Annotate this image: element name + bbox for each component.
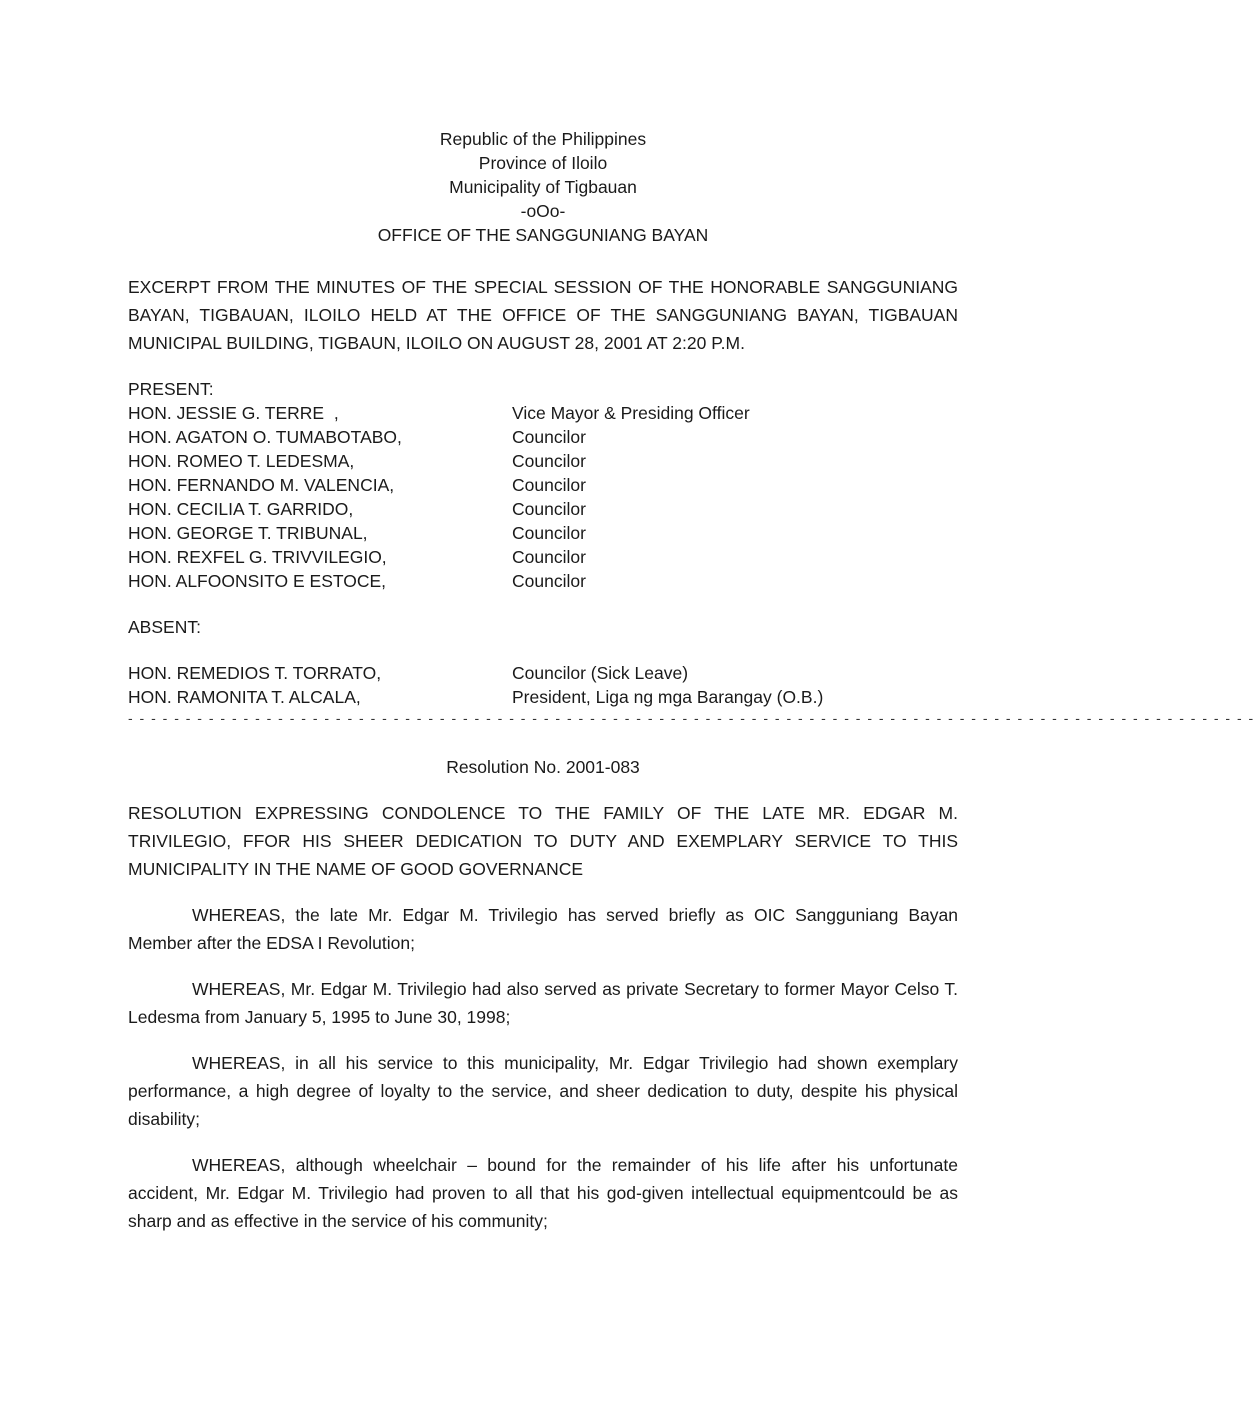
present-row xyxy=(128,497,958,521)
present-row xyxy=(128,401,958,425)
member-name: HON. GEORGE T. TRIBUNAL, xyxy=(128,523,368,543)
resolution-title: RESOLUTION EXPRESSING CONDOLENCE TO THE FAMILY OF THE LATE MR. EDGAR M. TRIVILEGIO, FFOR HIS SHEER DEDICATION TO DUTY AND EXEMPLARY SERVICE TO THIS MUNICIPALITY IN THE NAME OF GOOD GOVERNANCE xyxy=(128,803,958,879)
present-row xyxy=(128,545,958,569)
header-municipality: Municipality of Tigbauan xyxy=(449,177,637,197)
header-ornament: -oOo- xyxy=(520,201,566,221)
present-row xyxy=(128,569,958,593)
present-row xyxy=(128,473,958,497)
member-role: President, Liga ng mga Barangay (O.B.) xyxy=(512,687,824,707)
member-role: Councilor xyxy=(512,499,586,519)
document-header xyxy=(128,127,958,247)
present-label: PRESENT: xyxy=(128,379,214,399)
member-role: Councilor xyxy=(512,547,586,567)
member-role: Councilor (Sick Leave) xyxy=(512,663,689,683)
member-name: HON. JESSIE G. TERRE , xyxy=(128,403,339,423)
whereas-paragraph: WHEREAS, in all his service to this municipality, Mr. Edgar Trivilegio had shown exemplary performance, a high degree of loyalty to the service, and sheer dedication to duty, despite his physical disability; xyxy=(128,1053,958,1129)
member-name: HON. ROMEO T. LEDESMA, xyxy=(128,451,355,471)
member-name: HON. REXFEL G. TRIVVILEGIO, xyxy=(128,547,387,567)
member-role: Councilor xyxy=(512,427,586,447)
member-role: Councilor xyxy=(512,523,586,543)
member-role: Vice Mayor & Presiding Officer xyxy=(512,403,750,423)
header-office: OFFICE OF THE SANGGUNIANG BAYAN xyxy=(377,225,709,245)
header-republic: Republic of the Philippines xyxy=(439,129,647,149)
present-row xyxy=(128,425,958,449)
member-role: Councilor xyxy=(512,475,586,495)
resolution-number: Resolution No. 2001-083 xyxy=(446,757,640,777)
document-page xyxy=(128,127,1255,1235)
member-role: Councilor xyxy=(512,451,586,471)
whereas-paragraph: WHEREAS, Mr. Edgar M. Trivilegio had also served as private Secretary to former Mayor Celso T. Ledesma from January 5, 1995 to June 30, 1998; xyxy=(128,979,958,1027)
whereas-paragraph: WHEREAS, although wheelchair – bound for the remainder of his life after his unfortunate accident, Mr. Edgar M. Trivilegio had proven to all that his god-given intellectual equipmentcould be as sharp and as effective in the service of his community; xyxy=(128,1155,958,1231)
absent-row xyxy=(128,685,958,709)
member-name: HON. CECILIA T. GARRIDO, xyxy=(128,499,354,519)
separator-line: - - - - - - - - - - - - - - - - - - - - - - - - - - - - - - - - - - - - - - - - - - - - - - - - - - - - - - - - - - - - - - - - - - - - - - - - - - - - - - - - - - - - - - - - - - - - - - - - - - xyxy=(128,710,1255,726)
present-row xyxy=(128,521,958,545)
member-name: HON. RAMONITA T. ALCALA, xyxy=(128,687,361,707)
present-list xyxy=(128,401,958,593)
absent-list xyxy=(128,661,958,709)
absent-label: ABSENT: xyxy=(128,617,201,637)
present-row xyxy=(128,449,958,473)
member-name: HON. REMEDIOS T. TORRATO, xyxy=(128,663,382,683)
minutes-excerpt: EXCERPT FROM THE MINUTES OF THE SPECIAL SESSION OF THE HONORABLE SANGGUNIANG BAYAN, TIGBAUAN, ILOILO HELD AT THE OFFICE OF THE SANGGUNIANG BAYAN, TIGBAUAN MUNICIPAL BUILDING, TIGBAUN, ILOILO ON AUGUST 28, 2001 AT 2:20 P.M. xyxy=(128,277,958,353)
member-name: HON. ALFOONSITO E ESTOCE, xyxy=(128,571,387,591)
member-name: HON. AGATON O. TUMABOTABO, xyxy=(128,427,402,447)
header-province: Province of Iloilo xyxy=(478,153,608,173)
member-role: Councilor xyxy=(512,571,586,591)
whereas-paragraph: WHEREAS, the late Mr. Edgar M. Trivilegio has served briefly as OIC Sangguniang Bayan Member after the EDSA I Revolution; xyxy=(128,905,958,953)
absent-row xyxy=(128,661,958,685)
member-name: HON. FERNANDO M. VALENCIA, xyxy=(128,475,395,495)
